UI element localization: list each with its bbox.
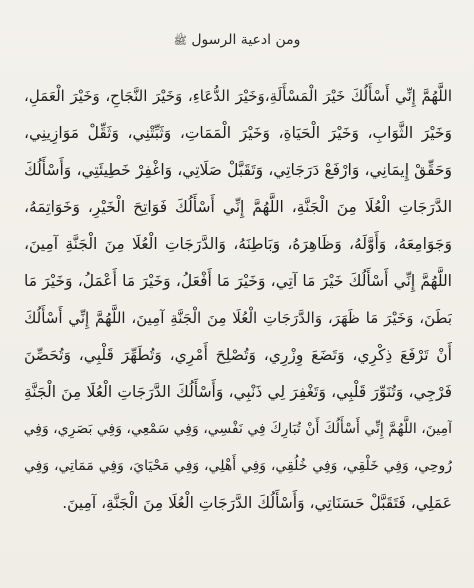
text-line: بَطَنَ، وَخَيْرَ مَا ظَهَرَ، وَالدَّرَجَاتِ الْعُلَا مِنَ الْجَنَّةِ آمِينَ، اللَّهُمَّ إِنِّي أَسْأَلُكَ [24,309,452,327]
text-line: فَرْجِي، وَتُنَوِّرَ قَلْبِي، وَتَغْفِرَ لِي ذَنْبِي، وَأَسْأَلُكَ الدَّرَجَاتِ الْعُلَا مِنَ الْجَنَّةِ [24,383,452,401]
page-title [0,32,474,50]
text-line: أَنْ تَرْفَعَ ذِكْرِي، وَتَضَعَ وِزْرِي، وَتُصْلِحَ أَمْرِي، وَتُطَهِّرَ قَلْبِي، وَتُحَصِّنَ [24,346,452,364]
text-line: وَجَوَامِعَهُ، وَأَوَّلَهُ، وَظَاهِرَهُ، وَبَاطِنَهُ، وَالدَّرَجَاتِ الْعُلَا مِنَ الْجَنَّةِ آمِينَ، [24,235,452,253]
text-line: رُوحِي، وَفِي خَلْقِي، وَفِي خُلُقِي، وَفِي أَهْلِي، وَفِي مَحْيَايَ، وَفِي مَمَاتِي، وَفِي [24,458,452,474]
supplication-text [24,78,452,522]
honorific-symbol: ﷺ [173,34,187,47]
text-line: الدَّرَجَاتِ الْعُلَا مِنَ الْجَنَّةِ، اللَّهُمَّ إِنِّي أَسْأَلُكَ فَوَاتِحَ الْخَيْرِ، وَخَوَاتِمَهُ، [24,198,452,216]
text-line: اللَّهُمَّ إِنِّي أَسْأَلُكَ خَيْرَ مَا آتِي، وَخَيْرَ مَا أَفْعَلُ، وَخَيْرَ مَا أَعْمَلُ، وَخَيْرَ مَا [24,272,452,290]
text-line: وَخَيْرَ الثَّوَابِ، وَخَيْرَ الْحَيَاةِ، وَخَيْرَ الْمَمَاتِ، وَثَبِّتْنِي، وَثَقِّلْ مَوَازِينِي، [24,124,452,142]
text-line: عَمَلِي، فَتَقَبَّلْ حَسَنَاتِي، وَأَسْأَلُكَ الدَّرَجَاتِ الْعُلَا مِنَ الْجَنَّةِ، آمِينَ. [62,494,452,512]
text-line: اللَّهُمَّ إِنِّي أَسْأَلُكَ خَيْرَ الْمَسْأَلَةِ،وَخَيْرَ الدُّعَاءِ، وَخَيْرَ النَّجَاحِ، وَخَيْرَ الْعَمَلِ، [24,87,452,105]
text-line: آمِينَ، اللَّهُمَّ إِنِّي أَسْأَلُكَ أَنْ تُبَارِكَ فِي نَفْسِي، وَفِي سَمْعِي، وَفِي بَصَرِي، وَفِي [24,421,452,437]
title-text: ومن ادعية الرسول [191,32,301,48]
text-line: وَحَقِّقْ إِيمَانِي، وَارْفَعْ دَرَجَاتِي، وَتَقَبَّلْ صَلَاتِي، وَاغْفِرْ خَطِيئَتِي، وَأَسْأَلُكَ [24,161,452,179]
